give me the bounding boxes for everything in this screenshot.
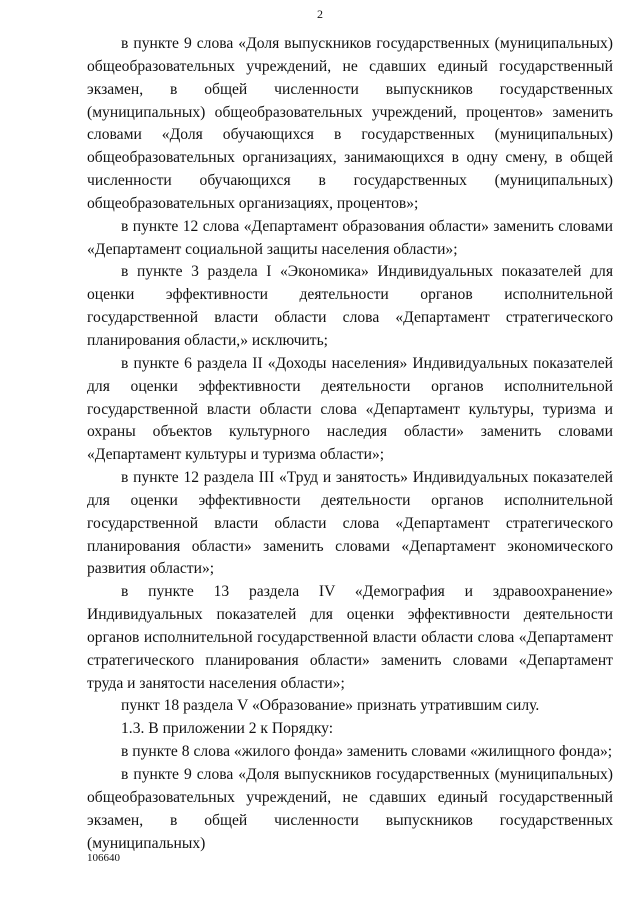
paragraph-section-2-income: в пункте 6 раздела II «Доходы населения» Индивидуальных показателей для оценки эффективности деятельности органов исполнительной государственной власти области слова «Департамент культуры, туризма и охраны объектов культурного наследия области» заменить словами «Департамент культуры и туризма области»; (87, 354, 613, 464)
document-body (87, 33, 613, 852)
document-code: 106640 (87, 852, 120, 864)
subsection-heading-1-3: 1.3. В приложении 2 к Порядку: (121, 720, 334, 738)
paragraph-appendix-item-8: в пункте 8 слова «жилого фонда» заменить словами «жилищного фонда»; (121, 743, 613, 761)
paragraph-item-9: в пункте 9 слова «Доля выпускников государственных (муниципальных) общеобразовательных учреждений, не сдавших единый государственный экзамен, в общей численности выпускников государственных (муниципальных) общеобразовательных учреждений, процентов» заменить словами «Доля обучающихся в государственных (муниципальных) общеобразовательных организациях, занимающихся в одну смену, в общей численности обучающихся в государственных (муниципальных) общеобразовательных организациях, процентов»; (87, 35, 613, 212)
paragraph-section-1-economy: в пункте 3 раздела I «Экономика» Индивидуальных показателей для оценки эффективности деятельности органов исполнительной государственной власти области слова «Департамент стратегического планирования области,» исключить; (87, 263, 613, 349)
page-number: 2 (317, 7, 323, 21)
paragraph-appendix-item-9: в пункте 9 слова «Доля выпускников государственных (муниципальных) общеобразовательных учреждений, не сдавших единый государственный экзамен, в общей численности выпускников государственных (муниципальных) (87, 766, 613, 852)
paragraph-item-12: в пункте 12 слова «Департамент образования области» заменить словами «Департамент социальной защиты населения области»; (87, 217, 613, 258)
paragraph-section-5-education: пункт 18 раздела V «Образование» признать утратившим силу. (121, 697, 540, 715)
paragraph-section-3-labor: в пункте 12 раздела III «Труд и занятость» Индивидуальных показателей для оценки эффективности деятельности органов исполнительной государственной власти области слова «Департамент стратегического планирования области» заменить словами «Департамент экономического развития области»; (87, 469, 613, 578)
paragraph-section-4-demography: в пункте 13 раздела IV «Демография и здравоохранение» Индивидуальных показателей для оценки эффективности деятельности органов исполнительной государственной власти области слова «Департамент стратегического планирования области» заменить словами «Департамент труда и занятости населения области»; (87, 583, 613, 692)
